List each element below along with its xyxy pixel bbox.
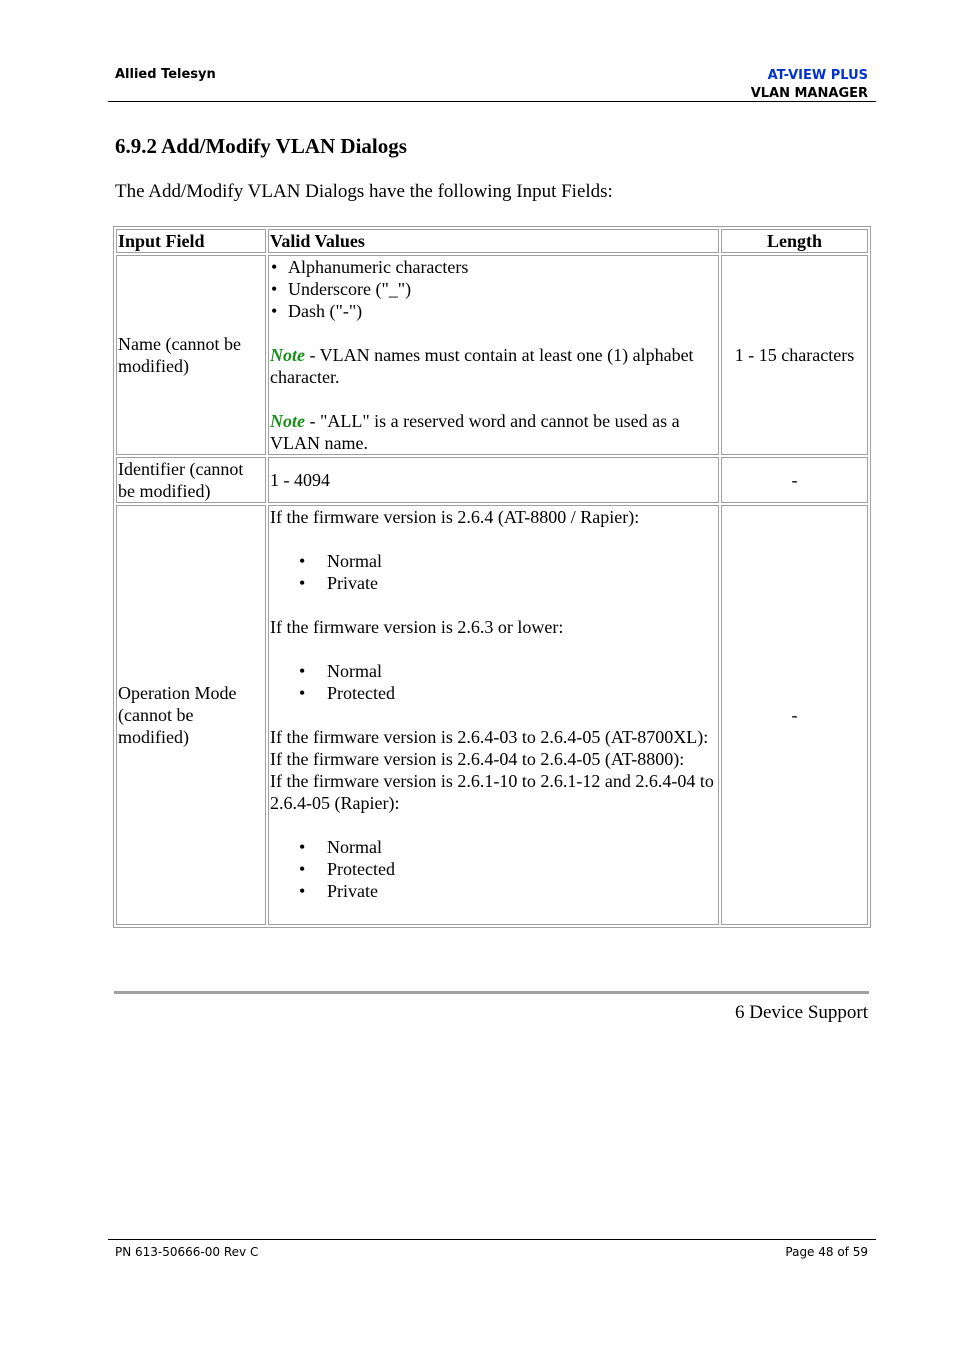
condition-text: If the firmware version is 2.6.4 (AT-8800 / Rapier): <box>270 507 640 527</box>
mode-list <box>270 836 717 902</box>
identifier-length-cell: - <box>721 457 868 503</box>
mode-list <box>270 660 717 704</box>
section-intro: The Add/Modify VLAN Dialogs have the following Input Fields: <box>115 181 613 202</box>
list-item: • Private <box>270 880 717 902</box>
operation-mode-length-cell: - <box>721 505 868 925</box>
footer-divider <box>108 1239 876 1240</box>
table-row <box>116 505 868 925</box>
page-number: Page 48 of 59 <box>785 1245 868 1259</box>
section-reference: 6 Device Support <box>735 1002 868 1023</box>
note-label: Note <box>270 345 305 365</box>
header-product-block <box>751 67 868 103</box>
list-item: • Dash ("-") <box>270 300 717 322</box>
condition-text: If the firmware version is 2.6.4-03 to 2.6.4-05 (AT-8700XL): <box>270 727 709 747</box>
table-header-row <box>116 229 868 253</box>
header-product: AT-VIEW PLUS <box>767 68 868 83</box>
header-module: VLAN MANAGER <box>750 86 868 101</box>
table-row <box>116 255 868 455</box>
condition-text: If the firmware version is 2.6.3 or lower: <box>270 617 564 637</box>
name-note-2 <box>270 410 717 454</box>
part-number: PN 613-50666-00 Rev C <box>115 1245 259 1259</box>
identifier-values-cell: 1 - 4094 <box>268 457 719 503</box>
identifier-field-cell: Identifier (cannot be modified) <box>116 457 266 503</box>
section-title: 6.9.2 Add/Modify VLAN Dialogs <box>115 134 407 158</box>
name-length-cell: 1 - 15 characters <box>721 255 868 455</box>
list-item: • Underscore ("_") <box>270 278 717 300</box>
list-item: • Normal <box>270 550 717 572</box>
header-divider <box>108 101 876 102</box>
operation-mode-values-cell <box>268 505 719 925</box>
name-valid-chars-list <box>270 256 717 322</box>
mode-list <box>270 550 717 594</box>
name-values-cell <box>268 255 719 455</box>
header-length: Length <box>721 229 868 253</box>
list-item: • Normal <box>270 836 717 858</box>
list-item: • Protected <box>270 858 717 880</box>
list-item: • Private <box>270 572 717 594</box>
note-text: - "ALL" is a reserved word and cannot be used as a VLAN name. <box>270 411 680 453</box>
header-valid-values: Valid Values <box>268 229 719 253</box>
note-label: Note <box>270 411 305 431</box>
list-item: • Normal <box>270 660 717 682</box>
table-row <box>116 457 868 503</box>
input-fields-table <box>113 226 871 928</box>
header-input-field: Input Field <box>116 229 266 253</box>
name-field-cell: Name (cannot be modified) <box>116 255 266 455</box>
condition-text: If the firmware version is 2.6.1-10 to 2.6.1-12 and 2.6.4-04 to 2.6.4-05 (Rapier): <box>270 771 714 813</box>
name-note-1 <box>270 344 717 388</box>
list-item: • Alphanumeric characters <box>270 256 717 278</box>
section-divider <box>114 991 869 994</box>
operation-mode-field-cell: Operation Mode (cannot be modified) <box>116 505 266 925</box>
header-company: Allied Telesyn <box>115 67 216 82</box>
condition-text: If the firmware version is 2.6.4-04 to 2.6.4-05 (AT-8800): <box>270 749 685 769</box>
list-item: • Protected <box>270 682 717 704</box>
note-text: - VLAN names must contain at least one (1) alphabet character. <box>270 345 694 387</box>
